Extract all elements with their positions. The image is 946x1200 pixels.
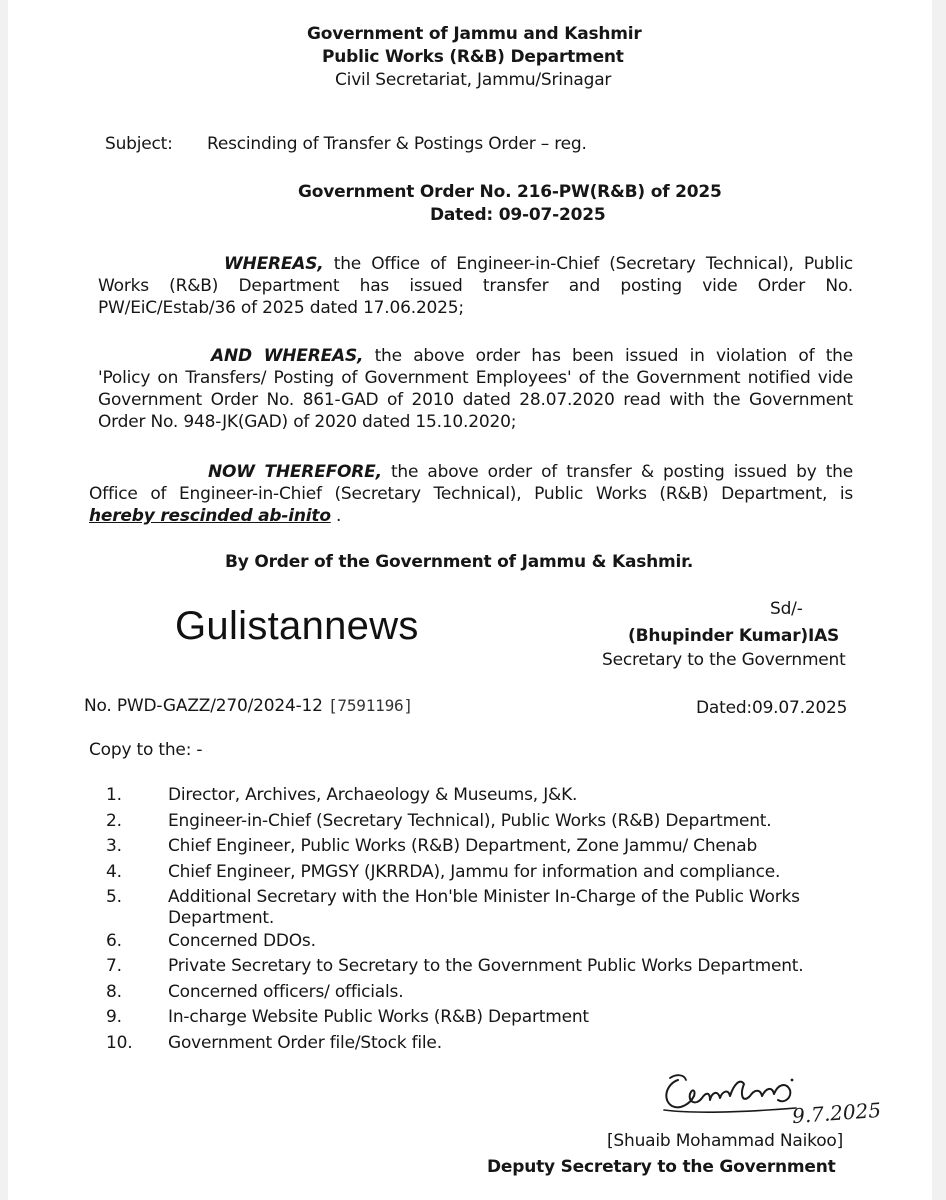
by-order-line: By Order of the Government of Jammu & Kashmir. bbox=[225, 552, 694, 572]
list-item bbox=[106, 1031, 876, 1057]
list-number: 9. bbox=[106, 1007, 122, 1027]
list-text: Concerned officers/ officials. bbox=[168, 981, 404, 1002]
list-number: 7. bbox=[106, 956, 122, 976]
and-whereas-line4: Order No. 948-JK(GAD) of 2020 dated 15.10.2020; bbox=[98, 412, 517, 432]
whereas-line1: the Office of Engineer-in-Chief (Secretary Technical), Public bbox=[323, 254, 853, 274]
list-text: Government Order file/Stock file. bbox=[168, 1032, 442, 1053]
list-item bbox=[106, 954, 876, 980]
whereas-lead: WHEREAS, bbox=[224, 254, 324, 274]
copy-to-list bbox=[106, 783, 876, 1056]
list-item bbox=[106, 980, 876, 1006]
list-text: Chief Engineer, Public Works (R&B) Department, Zone Jammu/ Chenab bbox=[168, 836, 758, 856]
order-dated: Dated: 09-07-2025 bbox=[430, 205, 606, 225]
list-number: 5. bbox=[106, 887, 122, 907]
copy-to-heading: Copy to the: - bbox=[89, 740, 203, 760]
reference-dated: Dated:09.07.2025 bbox=[696, 698, 848, 718]
list-number: 2. bbox=[106, 810, 122, 831]
order-title: Government Order No. 216-PW(R&B) of 2025 bbox=[298, 182, 722, 202]
reference-number-text: No. PWD-GAZZ/270/2024-12 bbox=[84, 696, 323, 716]
reference-code: [7591196] bbox=[327, 696, 413, 715]
and-whereas-lead: AND WHEREAS, bbox=[211, 346, 364, 366]
list-item bbox=[106, 929, 876, 955]
document-page bbox=[8, 0, 932, 1200]
signatory-designation: Secretary to the Government bbox=[602, 650, 846, 670]
subject-label: Subject: bbox=[105, 134, 173, 154]
list-text: Additional Secretary with the Hon'ble Minister In-Charge of the Public Works bbox=[168, 887, 800, 907]
paragraph-and-whereas bbox=[98, 345, 853, 433]
list-item bbox=[106, 809, 876, 835]
list-item bbox=[106, 860, 876, 886]
list-number: 6. bbox=[106, 930, 122, 951]
left-border bbox=[0, 0, 8, 1200]
reference-number bbox=[84, 696, 413, 716]
whereas-line2: Works (R&B) Department has issued transfer and posting vide Order No. bbox=[98, 276, 853, 296]
paragraph-now-therefore bbox=[89, 461, 853, 527]
and-whereas-line1: the above order has been issued in violation of the bbox=[363, 346, 853, 366]
now-therefore-line1: the above order of transfer & posting issued by the bbox=[381, 462, 853, 482]
and-whereas-line3: Government Order No. 861-GAD of 2010 dated 28.07.2020 read with the Government bbox=[98, 390, 853, 410]
right-border bbox=[932, 0, 946, 1200]
now-therefore-lead: NOW THEREFORE, bbox=[208, 462, 382, 482]
rescinded-emphasis: hereby rescinded ab-inito bbox=[89, 506, 331, 526]
header-address: Civil Secretariat, Jammu/Srinagar bbox=[335, 70, 612, 90]
list-number: 8. bbox=[106, 981, 122, 1002]
list-text: Private Secretary to Secretary to the Government Public Works Department. bbox=[168, 956, 804, 976]
list-text: Chief Engineer, PMGSY (JKRRDA), Jammu for information and compliance. bbox=[168, 861, 781, 882]
watermark-text: Gulistannews bbox=[175, 604, 419, 648]
list-item bbox=[106, 885, 876, 929]
now-therefore-line2: Office of Engineer-in-Chief (Secretary Technical), Public Works (R&B) Department, is bbox=[89, 484, 853, 504]
signatory-name: (Bhupinder Kumar)IAS bbox=[628, 626, 840, 646]
header-department: Public Works (R&B) Department bbox=[322, 47, 624, 67]
handwritten-date: 9.7.2025 bbox=[791, 1097, 882, 1129]
list-number: 4. bbox=[106, 861, 122, 882]
list-text: Director, Archives, Archaeology & Museums, J&K. bbox=[168, 785, 578, 805]
list-text: Concerned DDOs. bbox=[168, 930, 316, 951]
subject-text: Rescinding of Transfer & Postings Order – reg. bbox=[207, 134, 587, 154]
and-whereas-line2: 'Policy on Transfers/ Posting of Government Employees' of the Government notified vide bbox=[98, 368, 853, 388]
handwritten-signature bbox=[656, 1070, 806, 1122]
header-government: Government of Jammu and Kashmir bbox=[307, 24, 642, 44]
list-text: In-charge Website Public Works (R&B) Department bbox=[168, 1007, 589, 1027]
whereas-line3: PW/EiC/Estab/36 of 2025 dated 17.06.2025; bbox=[98, 298, 464, 318]
list-text-continued: Department. bbox=[168, 907, 275, 928]
list-number: 10. bbox=[106, 1032, 133, 1053]
sd-mark: Sd/- bbox=[770, 599, 803, 619]
now-therefore-tail: . bbox=[330, 506, 342, 526]
list-item bbox=[106, 1005, 876, 1031]
list-item bbox=[106, 783, 876, 809]
list-text: Engineer-in-Chief (Secretary Technical), Public Works (R&B) Department. bbox=[168, 810, 772, 831]
list-item bbox=[106, 834, 876, 860]
deputy-secretary-designation: Deputy Secretary to the Government bbox=[487, 1157, 836, 1177]
deputy-secretary-name: [Shuaib Mohammad Naikoo] bbox=[607, 1131, 844, 1151]
list-number: 3. bbox=[106, 836, 122, 856]
list-number: 1. bbox=[106, 785, 122, 805]
paragraph-whereas bbox=[98, 253, 853, 319]
